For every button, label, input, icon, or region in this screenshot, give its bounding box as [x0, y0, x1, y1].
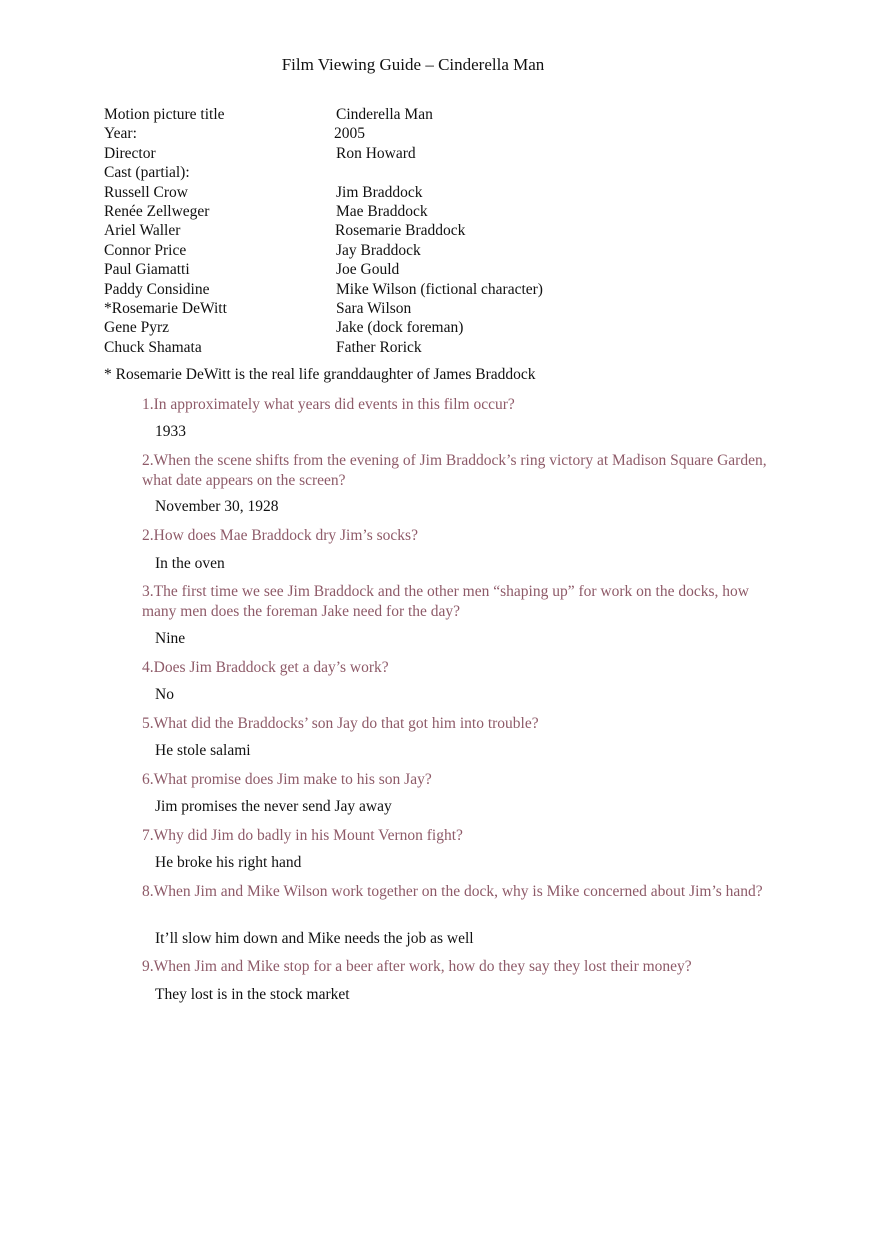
- detail-value: Sara Wilson: [336, 299, 412, 317]
- detail-label: Cast (partial):: [104, 164, 190, 182]
- question-text: How does Mae Braddock dry Jim’s socks?: [153, 527, 418, 544]
- detail-row: [104, 338, 664, 357]
- question: [142, 526, 767, 546]
- question-number: 1.: [142, 396, 154, 413]
- question-text: Does Jim Braddock get a day’s work?: [153, 659, 389, 676]
- detail-label: Renée Zellweger: [104, 202, 210, 220]
- detail-value: Jake (dock foreman): [336, 319, 464, 337]
- detail-row: [104, 183, 664, 202]
- detail-label: Gene Pyrz: [104, 319, 169, 337]
- detail-row: [104, 163, 664, 182]
- question-text: When Jim and Mike Wilson work together on the dock, why is Mike concerned about Jim’s hand?: [153, 883, 763, 900]
- detail-value: Father Rorick: [336, 338, 422, 356]
- answer: November 30, 1928: [155, 498, 279, 515]
- detail-label: Chuck Shamata: [104, 338, 202, 356]
- question-number: 9.: [142, 958, 154, 975]
- answer: In the oven: [155, 555, 225, 572]
- detail-value: Mike Wilson (fictional character): [336, 280, 543, 298]
- question-number: 5.: [142, 715, 154, 732]
- detail-value: Mae Braddock: [336, 202, 428, 220]
- answer: Nine: [155, 630, 186, 647]
- detail-row: [104, 260, 664, 279]
- detail-row: [104, 202, 664, 221]
- question-text: What promise does Jim make to his son Jay?: [153, 771, 432, 788]
- detail-label: Connor Price: [104, 241, 187, 259]
- question-text: What did the Braddocks’ son Jay do that got him into trouble?: [153, 715, 539, 732]
- answer: They lost is in the stock market: [155, 986, 350, 1003]
- detail-label: Paul Giamatti: [104, 261, 190, 279]
- question: [142, 658, 767, 678]
- question: [142, 395, 767, 415]
- answer: No: [155, 686, 174, 703]
- question-number: 2.: [142, 527, 154, 544]
- question-number: 7.: [142, 827, 154, 844]
- question: [142, 714, 767, 734]
- answer: Jim promises the never send Jay away: [155, 798, 392, 815]
- detail-value: 2005: [334, 125, 365, 143]
- detail-value: Rosemarie Braddock: [335, 222, 466, 240]
- detail-row: [104, 299, 664, 318]
- detail-label: Year:: [104, 125, 137, 143]
- detail-label: Director: [104, 144, 156, 162]
- answer: It’ll slow him down and Mike needs the job as well: [155, 930, 474, 947]
- answer: He broke his right hand: [155, 854, 302, 871]
- detail-label: Russell Crow: [104, 183, 188, 201]
- question: [142, 451, 767, 490]
- page-title: Film Viewing Guide – Cinderella Man: [281, 55, 545, 74]
- detail-value: Joe Gould: [336, 261, 400, 279]
- detail-row: [104, 124, 664, 143]
- footnote: * Rosemarie DeWitt is the real life granddaughter of James Braddock: [104, 366, 536, 383]
- question-number: 8.: [142, 883, 154, 900]
- detail-row: [104, 280, 664, 299]
- question-number: 6.: [142, 771, 154, 788]
- detail-label: *Rosemarie DeWitt: [104, 299, 227, 317]
- film-details: [104, 105, 664, 357]
- question: [142, 957, 767, 977]
- detail-row: [104, 318, 664, 337]
- detail-label: Motion picture title: [104, 106, 225, 123]
- question-text: When the scene shifts from the evening of Jim Braddock’s ring victory at Madison Square Garden, what date appears on the screen?: [142, 452, 767, 489]
- detail-label: Paddy Considine: [104, 280, 210, 298]
- detail-value: Jim Braddock: [336, 183, 423, 201]
- detail-value: Jay Braddock: [336, 241, 421, 259]
- question-text: When Jim and Mike stop for a beer after work, how do they say they lost their money?: [153, 958, 692, 975]
- detail-value: Ron Howard: [336, 144, 416, 162]
- question-number: 3.: [142, 583, 154, 600]
- detail-label: Ariel Waller: [104, 222, 181, 240]
- detail-value: Cinderella Man: [336, 106, 433, 123]
- detail-row: [104, 221, 664, 240]
- question: [142, 770, 767, 790]
- question-text: The first time we see Jim Braddock and the other men “shaping up” for work on the docks, how many men does the foreman Jake need for the day?: [142, 583, 749, 620]
- question: [142, 882, 767, 902]
- question-number: 2.: [142, 452, 154, 469]
- question: [142, 826, 767, 846]
- question-text: Why did Jim do badly in his Mount Vernon fight?: [153, 827, 463, 844]
- detail-row: [104, 144, 664, 163]
- detail-row: [104, 105, 664, 124]
- question-text: In approximately what years did events in this film occur?: [153, 396, 515, 413]
- detail-row: [104, 241, 664, 260]
- question-number: 4.: [142, 659, 154, 676]
- answer: 1933: [155, 423, 186, 440]
- question: [142, 582, 767, 621]
- answer: He stole salami: [155, 742, 251, 759]
